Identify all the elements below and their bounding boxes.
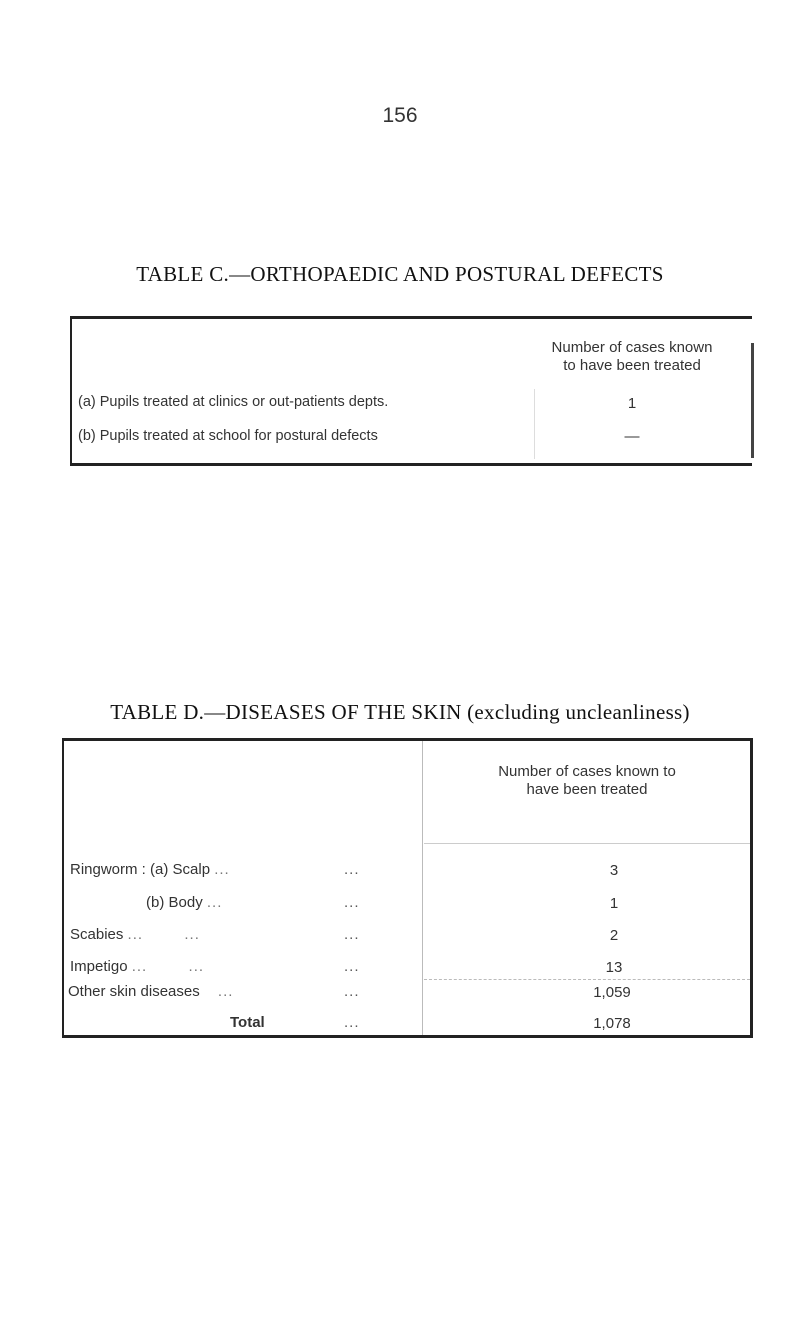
table-c-column-divider <box>534 389 535 459</box>
row-leader-dots: ... ... <box>131 958 205 975</box>
table-c-header-line2: to have been treated <box>563 357 701 374</box>
table-d-title: TABLE D.—DISEASES OF THE SKIN (excluding uncleanliness) <box>110 700 690 724</box>
table-c-row-label: (b) Pupils treated at school for postural defects <box>78 428 378 444</box>
table-c-row-label: (a) Pupils treated at clinics or out-patients depts. <box>78 394 389 410</box>
table-d-total-value: 1,078 <box>593 1015 631 1032</box>
table-d-row-label <box>146 894 222 911</box>
table-c <box>70 316 752 466</box>
table-d-row-value: 13 <box>605 959 623 976</box>
row-label-text: Impetigo <box>70 958 128 975</box>
table-c-title: TABLE C.—ORTHOPAEDIC AND POSTURAL DEFECTS <box>136 262 664 286</box>
row-leader-dots: ... ... <box>127 926 200 943</box>
table-d-total-rule <box>424 979 750 980</box>
table-d-header-rule <box>424 843 750 844</box>
row-leader-dots: ... <box>214 861 230 878</box>
table-d-row-label <box>68 983 233 1000</box>
row-leader-dots: ... <box>344 1014 360 1031</box>
row-leader-dots: ... <box>344 926 360 943</box>
row-label-text: Scabies <box>70 926 124 943</box>
table-d-total-label: Total <box>230 1014 265 1031</box>
row-label-text: Other skin diseases <box>68 983 200 1000</box>
table-d-row-value: 3 <box>609 862 619 879</box>
row-leader-dots: ... <box>217 983 234 1000</box>
table-d-row-label <box>70 861 230 878</box>
table-c-row-value: — <box>624 428 640 445</box>
row-leader-dots: ... <box>206 894 223 911</box>
page-number: 156 <box>382 104 418 127</box>
table-d-row-value: 1 <box>609 895 619 912</box>
table-d-column-divider <box>422 741 423 1035</box>
row-leader-dots: ... <box>344 861 360 878</box>
table-d-header-line1: Number of cases known to <box>498 763 676 780</box>
row-leader-dots: ... <box>344 894 360 911</box>
table-d-row-value: 2 <box>609 927 619 944</box>
row-leader-dots: ... <box>344 958 360 975</box>
table-d-row-value: 1,059 <box>593 984 631 1001</box>
table-d-header-line2: have been treated <box>526 781 648 798</box>
table-c-row-value: 1 <box>627 395 637 412</box>
table-d-row-label <box>70 926 200 943</box>
row-label-text: Ringworm : (a) Scalp <box>70 861 211 878</box>
table-c-header-line1: Number of cases known <box>551 339 713 356</box>
row-label-text: (b) Body <box>146 894 203 911</box>
table-d-row-label <box>70 958 204 975</box>
row-leader-dots: ... <box>344 983 360 1000</box>
